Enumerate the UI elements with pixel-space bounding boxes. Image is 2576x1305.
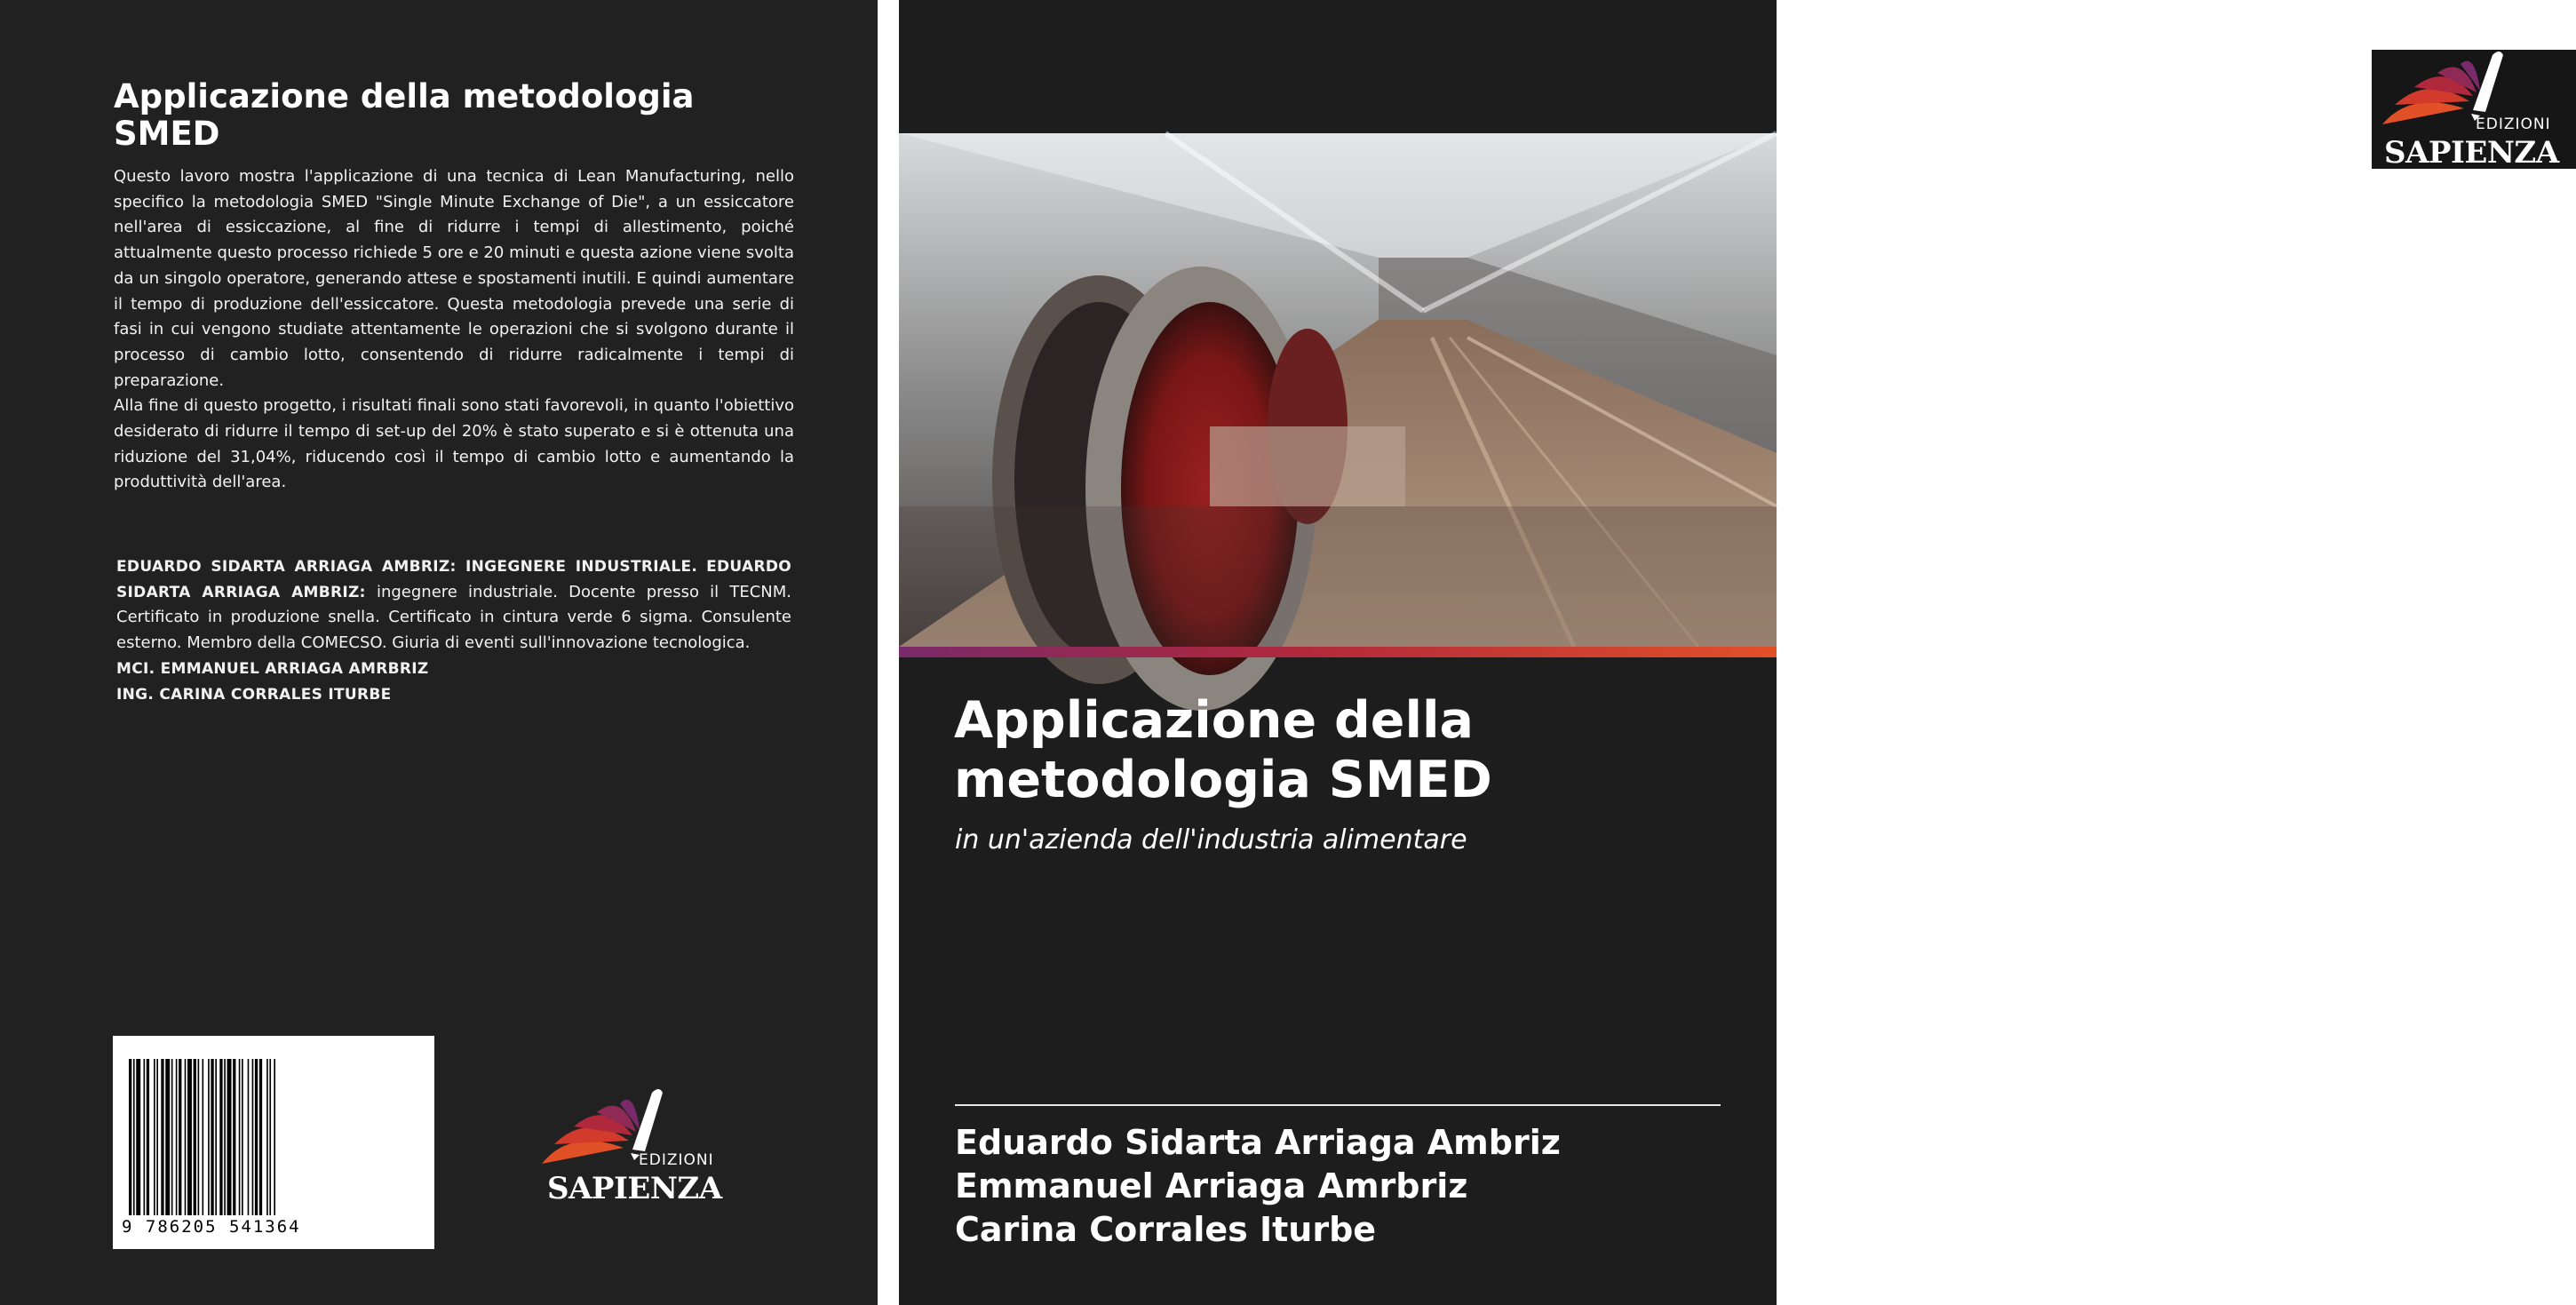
summary-paragraph: Questo lavoro mostra l'applicazione di una tecnica di Lean Manufacturing, nello specifico la metodologia SMED "Single Minute Exchange of Die", a un essiccatore nell'area di essiccazione, al fine di ridurre i tempi di allestimento, poiché attualmente questo processo richiede 5 ore e 20 minuti e questa azione viene svolta da un singolo operatore, generando attese e spostamenti inutili. E quindi aumentare il tempo di produzione dell'essiccatore. Questa metodologia prevede una serie di fasi in cui vengono studiate attentamente le operazioni che si svolgono durante il processo di cambio lotto, consentendo di ridurre radicalmente i tempi di preparazione. [114, 167, 794, 390]
publisher-logo [535, 1086, 739, 1210]
cover-photo [899, 133, 1777, 647]
author-bio-heading: EDUARDO SIDARTA ARRIAGA AMBRIZ: INGEGNERE INDUSTRIALE. [116, 558, 698, 576]
coauthor-name: ING. CARINA CORRALES ITURBE [116, 685, 392, 704]
publisher-name: SAPIENZA [2384, 135, 2559, 171]
publisher-name: SAPIENZA [547, 1171, 722, 1206]
barcode-bars [129, 1059, 418, 1215]
front-cover [899, 0, 2559, 1305]
coauthor-name: MCI. EMMANUEL ARRIAGA AMRBRIZ [116, 659, 429, 678]
accent-bar [899, 647, 1777, 657]
publisher-logo [2372, 50, 2576, 169]
divider-rule [955, 1104, 1721, 1106]
publisher-edizioni: EDIZIONI [2476, 115, 2551, 133]
author-name: Emmanuel Arriaga Amrbriz [955, 1166, 1468, 1206]
front-cover-authors [955, 1121, 1737, 1252]
back-cover-summary [114, 164, 794, 496]
isbn-digits: 9 786205 541364 [122, 1217, 301, 1237]
front-cover-subtitle: in un'azienda dell'industria alimentare [955, 824, 1467, 855]
front-cover-title: Applicazione della metodologia SMED [954, 691, 1492, 809]
isbn-barcode [113, 1036, 434, 1249]
author-bio-text: ingegnere industriale. Docente presso il TECNM. Certificato in produzione snella. Certificato in cintura verde 6 sigma. Consulente esterno. Membro della COMECSO. Giuria di eventi sull'innovazione tecnologica. [116, 582, 791, 653]
author-bio-name: EDUARDO SIDARTA ARRIAGA AMBRIZ: [116, 558, 791, 601]
back-cover [0, 0, 878, 1305]
summary-paragraph: Alla fine di questo progetto, i risultati finali sono stati favorevoli, in quanto l'obiettivo desiderato di ridurre il tempo di set-up del 20% è stato superato e si è ottenuta una riduzione del 31,04%, riducendo così il tempo di cambio lotto e aumentando la produttività dell'area. [114, 396, 794, 492]
spine-divider [878, 0, 899, 1305]
author-biography [116, 554, 791, 707]
author-name: Carina Corrales Iturbe [955, 1210, 1377, 1249]
back-cover-title: Applicazione della metodologia SMED [114, 77, 695, 153]
author-name: Eduardo Sidarta Arriaga Ambriz [955, 1123, 1561, 1162]
publisher-edizioni: EDIZIONI [639, 1151, 714, 1169]
